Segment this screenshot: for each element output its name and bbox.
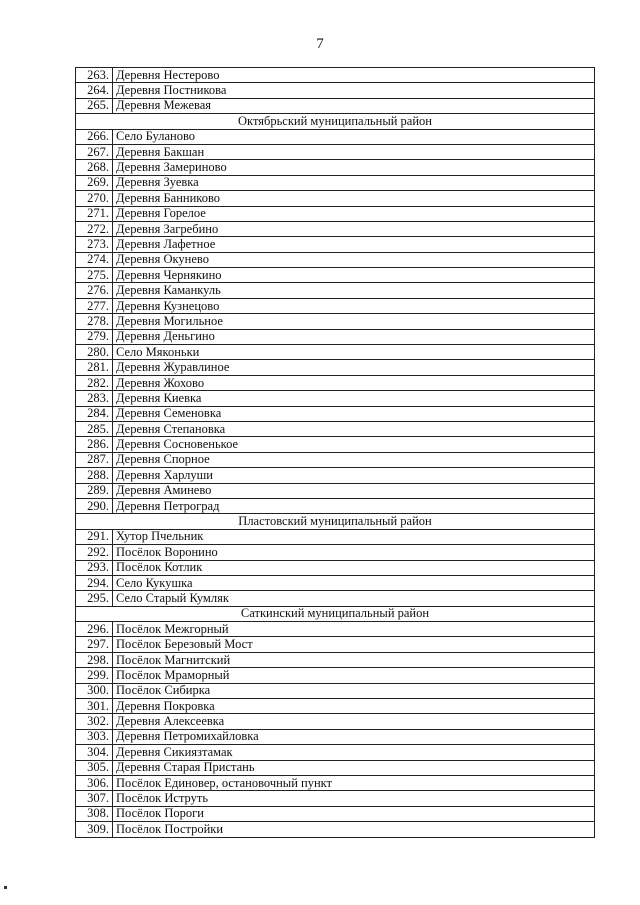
row-number: 286. <box>76 437 113 452</box>
district-name: Октябрьский муниципальный район <box>76 114 595 129</box>
settlement-name: Деревня Зуевка <box>113 175 595 190</box>
settlement-name: Хутор Пчельник <box>113 529 595 544</box>
settlement-name: Деревня Аминево <box>113 483 595 498</box>
settlement-name: Деревня Сосновенькое <box>113 437 595 452</box>
table-row <box>76 437 595 452</box>
settlement-name: Село Буланово <box>113 129 595 144</box>
row-number: 302. <box>76 714 113 729</box>
row-number: 289. <box>76 483 113 498</box>
settlement-name: Деревня Степановка <box>113 421 595 436</box>
table-row <box>76 560 595 575</box>
row-number: 292. <box>76 545 113 560</box>
table-row <box>76 237 595 252</box>
row-number: 300. <box>76 683 113 698</box>
settlement-name: Деревня Постникова <box>113 83 595 98</box>
district-header-row <box>76 114 595 129</box>
table-row <box>76 545 595 560</box>
settlement-name: Деревня Деньгино <box>113 329 595 344</box>
row-number: 277. <box>76 298 113 313</box>
table-row <box>76 683 595 698</box>
table-row <box>76 298 595 313</box>
settlement-name: Деревня Могильное <box>113 314 595 329</box>
row-number: 296. <box>76 622 113 637</box>
settlement-name: Деревня Покровка <box>113 699 595 714</box>
row-number: 299. <box>76 668 113 683</box>
settlement-name: Деревня Журавлиное <box>113 360 595 375</box>
table-row <box>76 637 595 652</box>
row-number: 263. <box>76 68 113 83</box>
table-row <box>76 175 595 190</box>
settlement-name: Посёлок Сибирка <box>113 683 595 698</box>
settlement-name: Деревня Окунево <box>113 252 595 267</box>
district-header-row <box>76 606 595 621</box>
settlement-name: Деревня Загребино <box>113 221 595 236</box>
table-row <box>76 206 595 221</box>
settlement-name: Деревня Харлуши <box>113 468 595 483</box>
settlement-name: Деревня Жохово <box>113 375 595 390</box>
row-number: 308. <box>76 806 113 821</box>
table-row <box>76 498 595 513</box>
settlement-name: Посёлок Березовый Мост <box>113 637 595 652</box>
table-row <box>76 375 595 390</box>
row-number: 307. <box>76 791 113 806</box>
settlement-name: Деревня Киевка <box>113 391 595 406</box>
table-row <box>76 775 595 790</box>
row-number: 287. <box>76 452 113 467</box>
settlement-name: Деревня Спорное <box>113 452 595 467</box>
row-number: 268. <box>76 160 113 175</box>
table-row <box>76 622 595 637</box>
row-number: 272. <box>76 221 113 236</box>
settlement-name: Деревня Банниково <box>113 191 595 206</box>
row-number: 267. <box>76 144 113 159</box>
row-number: 291. <box>76 529 113 544</box>
table-row <box>76 283 595 298</box>
row-number: 283. <box>76 391 113 406</box>
table-row <box>76 421 595 436</box>
table-row <box>76 791 595 806</box>
row-number: 293. <box>76 560 113 575</box>
settlement-name: Деревня Сикиязтамак <box>113 745 595 760</box>
row-number: 295. <box>76 591 113 606</box>
table-row <box>76 191 595 206</box>
row-number: 298. <box>76 652 113 667</box>
table-row <box>76 360 595 375</box>
row-number: 271. <box>76 206 113 221</box>
settlement-name: Посёлок Магнитский <box>113 652 595 667</box>
table-row <box>76 529 595 544</box>
table-row <box>76 98 595 113</box>
row-number: 280. <box>76 345 113 360</box>
settlement-name: Деревня Горелое <box>113 206 595 221</box>
settlements-table <box>75 67 595 838</box>
row-number: 294. <box>76 575 113 590</box>
table-row <box>76 221 595 236</box>
settlement-name: Деревня Старая Пристань <box>113 760 595 775</box>
settlement-name: Деревня Алексеевка <box>113 714 595 729</box>
table-row <box>76 729 595 744</box>
settlement-name: Посёлок Межгорный <box>113 622 595 637</box>
settlement-name: Посёлок Воронино <box>113 545 595 560</box>
settlement-name: Деревня Замериново <box>113 160 595 175</box>
row-number: 284. <box>76 406 113 421</box>
row-number: 305. <box>76 760 113 775</box>
row-number: 301. <box>76 699 113 714</box>
district-header-row <box>76 514 595 529</box>
table-row <box>76 452 595 467</box>
settlement-name: Посёлок Единовер, остановочный пункт <box>113 775 595 790</box>
table-row <box>76 129 595 144</box>
settlement-name: Деревня Нестерово <box>113 68 595 83</box>
settlement-name: Деревня Кузнецово <box>113 298 595 313</box>
settlement-name: Посёлок Иструть <box>113 791 595 806</box>
page-number: 7 <box>316 36 324 52</box>
row-number: 306. <box>76 775 113 790</box>
row-number: 269. <box>76 175 113 190</box>
settlement-name: Посёлок Котлик <box>113 560 595 575</box>
row-number: 266. <box>76 129 113 144</box>
table-row <box>76 714 595 729</box>
settlement-name: Деревня Чернякино <box>113 268 595 283</box>
table-row <box>76 314 595 329</box>
row-number: 309. <box>76 822 113 837</box>
table-row <box>76 329 595 344</box>
table-row <box>76 668 595 683</box>
table-row <box>76 745 595 760</box>
table-row <box>76 68 595 83</box>
row-number: 281. <box>76 360 113 375</box>
row-number: 270. <box>76 191 113 206</box>
settlement-name: Село Кукушка <box>113 575 595 590</box>
row-number: 275. <box>76 268 113 283</box>
settlement-name: Деревня Бакшан <box>113 144 595 159</box>
row-number: 265. <box>76 98 113 113</box>
row-number: 282. <box>76 375 113 390</box>
table-row <box>76 268 595 283</box>
table-row <box>76 83 595 98</box>
settlements-table-body <box>76 68 595 838</box>
table-row <box>76 391 595 406</box>
row-number: 304. <box>76 745 113 760</box>
district-name: Пластовский муниципальный район <box>76 514 595 529</box>
row-number: 264. <box>76 83 113 98</box>
settlement-name: Деревня Лафетное <box>113 237 595 252</box>
table-row <box>76 699 595 714</box>
table-row <box>76 252 595 267</box>
table-row <box>76 652 595 667</box>
settlement-name: Село Старый Кумляк <box>113 591 595 606</box>
table-row <box>76 144 595 159</box>
settlement-name: Посёлок Пороги <box>113 806 595 821</box>
margin-mark <box>4 886 7 889</box>
table-row <box>76 575 595 590</box>
table-row <box>76 345 595 360</box>
settlement-name: Деревня Каманкуль <box>113 283 595 298</box>
settlement-name: Деревня Семеновка <box>113 406 595 421</box>
row-number: 273. <box>76 237 113 252</box>
row-number: 274. <box>76 252 113 267</box>
settlement-name: Деревня Петроград <box>113 498 595 513</box>
table-row <box>76 760 595 775</box>
row-number: 278. <box>76 314 113 329</box>
settlement-name: Посёлок Постройки <box>113 822 595 837</box>
table-row <box>76 406 595 421</box>
table-row <box>76 806 595 821</box>
row-number: 279. <box>76 329 113 344</box>
row-number: 285. <box>76 421 113 436</box>
row-number: 290. <box>76 498 113 513</box>
table-row <box>76 483 595 498</box>
district-name: Саткинский муниципальный район <box>76 606 595 621</box>
settlement-name: Посёлок Мраморный <box>113 668 595 683</box>
row-number: 276. <box>76 283 113 298</box>
row-number: 297. <box>76 637 113 652</box>
settlement-name: Село Мяконьки <box>113 345 595 360</box>
table-row <box>76 468 595 483</box>
table-row <box>76 160 595 175</box>
settlement-name: Деревня Межевая <box>113 98 595 113</box>
row-number: 288. <box>76 468 113 483</box>
table-row <box>76 822 595 837</box>
settlement-name: Деревня Петромихайловка <box>113 729 595 744</box>
row-number: 303. <box>76 729 113 744</box>
table-row <box>76 591 595 606</box>
